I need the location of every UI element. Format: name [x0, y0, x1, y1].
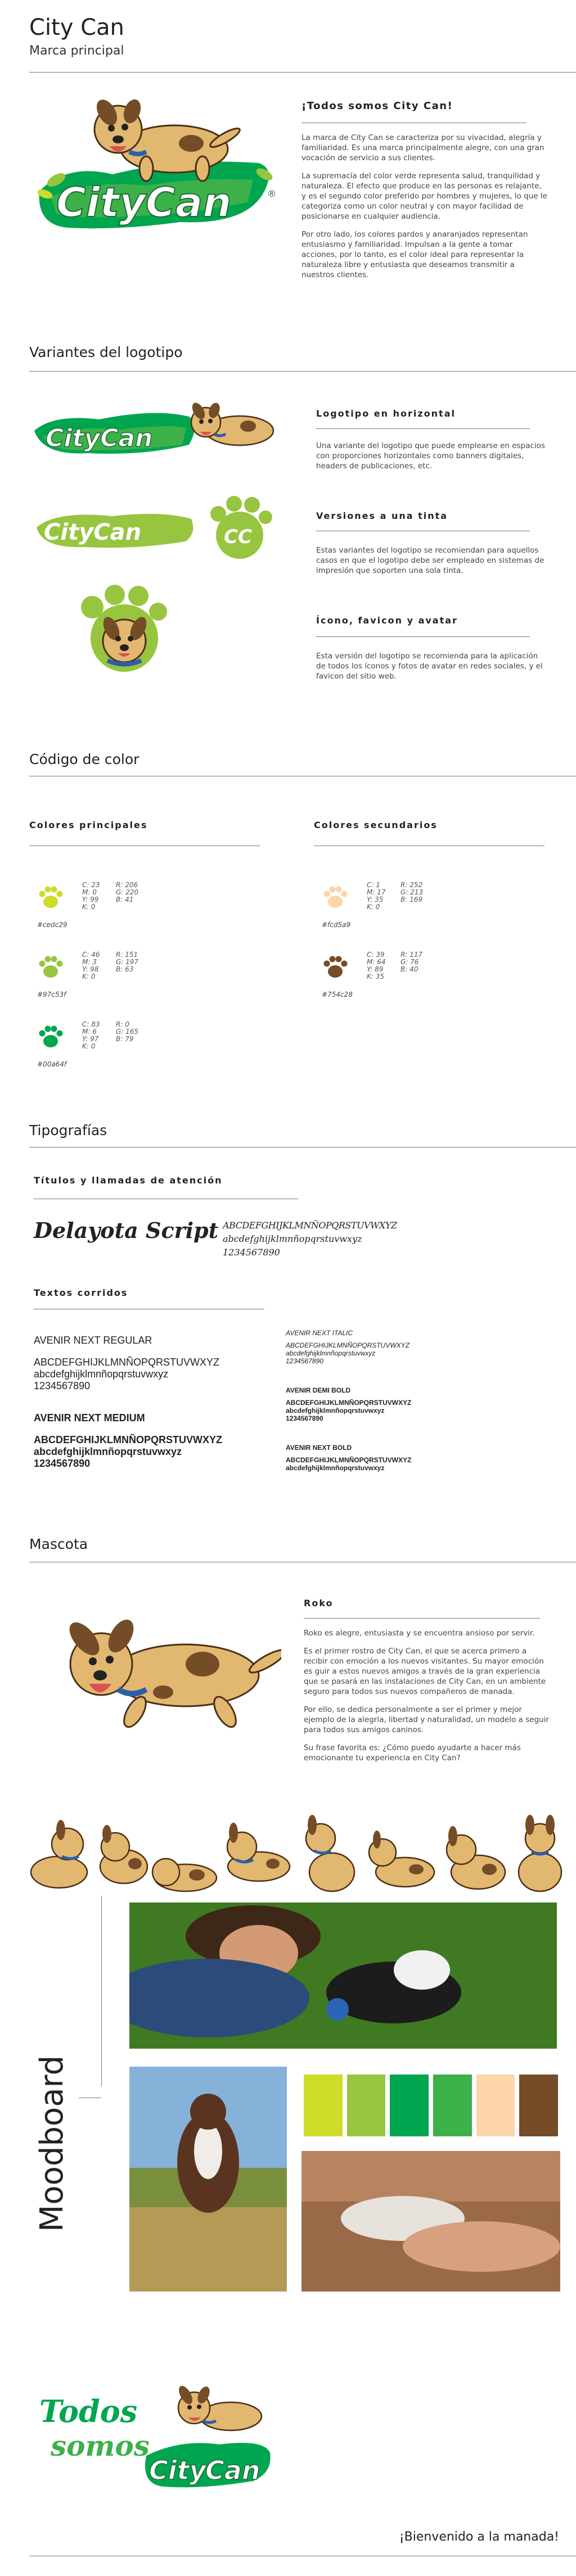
mascot-pose — [31, 1820, 87, 1888]
script-font-name: Delayota Script — [34, 1218, 219, 1243]
cmyk-values: C: 46 M: 3 Y: 98 K: 0 — [82, 951, 100, 980]
mascot-main-illustration — [34, 1608, 281, 1743]
titles-heading: Títulos y llamadas de atención — [34, 1175, 223, 1186]
svg-text:CityCan: CityCan — [44, 519, 142, 545]
page-subtitle: Marca principal — [29, 44, 124, 58]
svg-text:®: ® — [267, 188, 276, 199]
script-font-digits: 1234567890 — [223, 1247, 280, 1258]
footer-slogan-todos: Todos — [39, 2393, 138, 2429]
hex-label: #cedc29 — [37, 921, 68, 929]
font-name: AVENIR DEMI BOLD — [286, 1386, 351, 1394]
moodboard-photo-woman-dog — [129, 1902, 557, 2049]
main-logo-text: CityCan — [56, 179, 232, 226]
font-name: AVENIR NEXT REGULAR — [34, 1335, 152, 1346]
font-name: AVENIR NEXT ITALIC — [286, 1329, 353, 1337]
cmyk-values: C: 83 M: 6 Y: 97 K: 0 — [82, 1020, 100, 1050]
palette-swatch — [390, 2075, 429, 2136]
mascot-paragraph: Es el primer rostro de City Can, el que se acerca primero a recibir con emoción a los nuevos visitantes. Su mayor emoción es guir a estos nuevos amigos a través de la gran experiencia que se pasará en las instalaciones de City Can, en un ambiente seguro para todos sus nuevos compañeros de manada. — [304, 1647, 546, 1696]
moodboard-vertical-divider — [101, 1896, 102, 2087]
mascot-paragraph: Su frase favorita es: ¿Cómo puedo ayudarte a hacer más emocionante tu experiencia en City Can? — [304, 1743, 521, 1762]
palette-swatch — [476, 2075, 515, 2136]
variant-heading: Ícono, favicon y avatar — [316, 615, 458, 626]
palette-swatch — [433, 2075, 472, 2136]
moodboard-color-palette — [302, 2075, 560, 2136]
secondary-color-swatch — [316, 876, 530, 938]
footer-logo-city: City — [149, 2455, 206, 2485]
palette-swatch — [519, 2075, 558, 2136]
variant-divider — [316, 636, 530, 637]
paw-icon — [37, 884, 64, 914]
mascot-pose — [306, 1815, 354, 1891]
variant-heading: Logotipo en horizontal — [316, 408, 456, 419]
paw-icon — [322, 953, 349, 983]
font-sample-bold — [286, 1444, 454, 1472]
font-name: AVENIR NEXT BOLD — [286, 1444, 352, 1452]
paw-icon — [37, 953, 64, 983]
body-fonts-heading: Textos corridos — [34, 1287, 128, 1298]
cmyk-values: C: 23 M: 0 Y: 99 K: 0 — [82, 881, 100, 911]
paw-icon — [322, 884, 349, 914]
cmyk-values: C: 1 M: 17 Y: 35 K: 0 — [367, 881, 386, 911]
footer-logo — [34, 2383, 276, 2495]
brand-heading: ¡Todos somos City Can! — [302, 100, 453, 112]
mascot-pose — [227, 1823, 290, 1881]
variant-text: Una variante del logotipo que puede emplearse en espacios con proporciones horizontales como banners digitales, headers de publicaciones, etc. — [316, 441, 545, 471]
rgb-values: R: 151 G: 197 B: 63 — [116, 951, 139, 973]
mascot-pose — [519, 1815, 561, 1891]
font-lower: abcdefghijklmnñopqrstuvwxyz — [286, 1407, 385, 1414]
variant-heading: Versiones a una tinta — [316, 510, 448, 521]
rgb-values: R: 0 G: 165 B: 79 — [116, 1020, 139, 1043]
font-lower: abcdefghijklmnñopqrstuvwxyz — [286, 1464, 385, 1472]
primary-color-swatch — [32, 946, 245, 1007]
font-sample-regular — [34, 1335, 281, 1392]
font-upper: ABCDEFGHIJKLMNÑOPQRSTUVWXYZ — [286, 1341, 410, 1349]
hex-label: #754c28 — [322, 991, 353, 998]
variant-divider — [316, 428, 530, 429]
variant-text: Esta versión del logotipo se recomienda para la aplicación de todos los íconos y fotos de avatar en redes sociales, y el favicon del sitio web. — [316, 652, 543, 681]
moodboard-photo-paw-hand — [302, 2151, 560, 2292]
font-upper: ABCDEFGHIJKLMNÑOPQRSTUVWXYZ — [286, 1456, 412, 1464]
moodboard-title: Moodboard — [34, 2055, 70, 2232]
script-font-lower: abcdefghijklmnñopqrstuvwxyz — [223, 1233, 362, 1244]
mascot-pose — [100, 1825, 147, 1883]
font-lower: abcdefghijklmnñopqrstuvwxyz — [34, 1446, 182, 1457]
primary-color-swatch — [32, 876, 245, 938]
palette-swatch — [304, 2075, 343, 2136]
variant-text: Estas variantes del logotipo se recomiendan para aquellos casos en que el logotipo debe ser empleado en sistemas de impresión que soporten una sola tinta. — [316, 546, 544, 575]
hex-label: #00a64f — [37, 1060, 67, 1068]
one-ink-logo — [34, 505, 197, 550]
secondary-color-swatch — [316, 946, 530, 1007]
rgb-values: R: 206 G: 220 B: 41 — [116, 881, 139, 903]
mascot-poses — [17, 1799, 568, 1906]
header-divider — [29, 72, 576, 73]
one-ink-badge — [206, 496, 273, 563]
main-logo — [34, 96, 281, 242]
variants-divider — [29, 371, 576, 372]
primary-colors-title: Colores principales — [29, 820, 148, 830]
primary-color-swatch — [32, 1015, 245, 1077]
horizontal-logo — [32, 397, 285, 464]
font-digits: 1234567890 — [34, 1458, 91, 1469]
font-sample-medium — [34, 1412, 281, 1470]
font-digits: 1234567890 — [286, 1414, 323, 1422]
palette-swatch — [347, 2075, 386, 2136]
svg-text:CC: CC — [224, 526, 252, 548]
footer-logo-can: Can — [205, 2455, 260, 2485]
footer-welcome: ¡Bienvenido a la manada! — [399, 2530, 559, 2544]
mascot-pose — [447, 1826, 505, 1889]
cmyk-values: C: 39 M: 64 Y: 89 K: 35 — [367, 951, 386, 980]
font-sample-demibold — [286, 1386, 454, 1422]
mascot-paragraph: Roko es alegre, entusiasta y se encuentra ansioso por servir. — [304, 1629, 535, 1638]
mascot-pose — [152, 1859, 217, 1891]
font-upper: ABCDEFGHIJKLMNÑOPQRSTUVWXYZ — [34, 1357, 220, 1368]
mascot-paragraph: Por ello, se dedica personalmente a ser el primer y mejor ejemplo de la alegría, libertad y naturalidad, un modelo a seguir para todos sus amigos caninos. — [304, 1705, 549, 1734]
font-lower: abcdefghijklmnñopqrstuvwxyz — [34, 1368, 169, 1380]
typography-title: Tipografías — [29, 1122, 107, 1138]
font-digits: 1234567890 — [286, 1357, 323, 1365]
font-lower: abcdefghijklmnñopqrstuvwxyz — [286, 1349, 376, 1357]
hex-label: #97c53f — [37, 991, 66, 998]
font-digits: 1234567890 — [34, 1380, 91, 1391]
script-font-upper: ABCDEFGHIJKLMNÑOPQRSTUVWXYZ — [223, 1220, 397, 1231]
font-name: AVENIR NEXT MEDIUM — [34, 1412, 145, 1423]
rgb-values: R: 117 G: 76 B: 40 — [400, 951, 423, 973]
svg-text:CityCan: CityCan — [46, 424, 153, 453]
colors-title: Código de color — [29, 751, 140, 767]
mascot-description — [304, 1628, 551, 1771]
secondary-colors-title: Colores secundarios — [314, 820, 438, 830]
page-title: City Can — [29, 15, 124, 40]
font-sample-italic — [286, 1329, 454, 1365]
brand-paragraph: Por otro lado, los colores pardos y anaranjados representan entusiasmo y familiaridad. Impulsan a la gente a tomar acciones, por lo tanto, es el color ideal para representar la naturaleza libre y entusiasta que deseamos transmitir a nuestros clientes. — [302, 230, 528, 279]
moodboard-photo-jumping-dog — [129, 2067, 287, 2292]
paw-icon — [37, 1023, 64, 1053]
rgb-values: R: 252 G: 213 B: 169 — [400, 881, 424, 903]
brand-description — [302, 133, 548, 288]
variants-title: Variantes del logotipo — [29, 344, 183, 360]
icon-avatar-logo — [76, 585, 172, 675]
mascot-name-divider — [304, 1618, 540, 1619]
mascot-name: Roko — [304, 1598, 334, 1608]
font-upper: ABCDEFGHIJKLMNÑOPQRSTUVWXYZ — [34, 1434, 223, 1445]
brand-paragraph: La supremacía del color verde representa salud, tranquilidad y naturaleza. El efecto que produce en las personas es relajante, y es el segundo color preferido por hombres y mujeres, lo que le categoriza como un color neutral y con mayor facilidad de posicionarse en cualquier audiencia. — [302, 171, 547, 221]
brand-paragraph: La marca de City Can se caracteriza por su vivacidad, alegría y familiaridad. Es una marca principalmente alegre, con una gran vocación de servicio a sus clientes. — [302, 133, 544, 162]
footer-slogan-somos: somos — [51, 2429, 150, 2462]
font-upper: ABCDEFGHIJKLMNÑOPQRSTUVWXYZ — [286, 1399, 412, 1407]
hex-label: #fcd5a9 — [322, 921, 351, 929]
mascot-title: Mascota — [29, 1536, 88, 1552]
mascot-pose — [369, 1831, 434, 1887]
